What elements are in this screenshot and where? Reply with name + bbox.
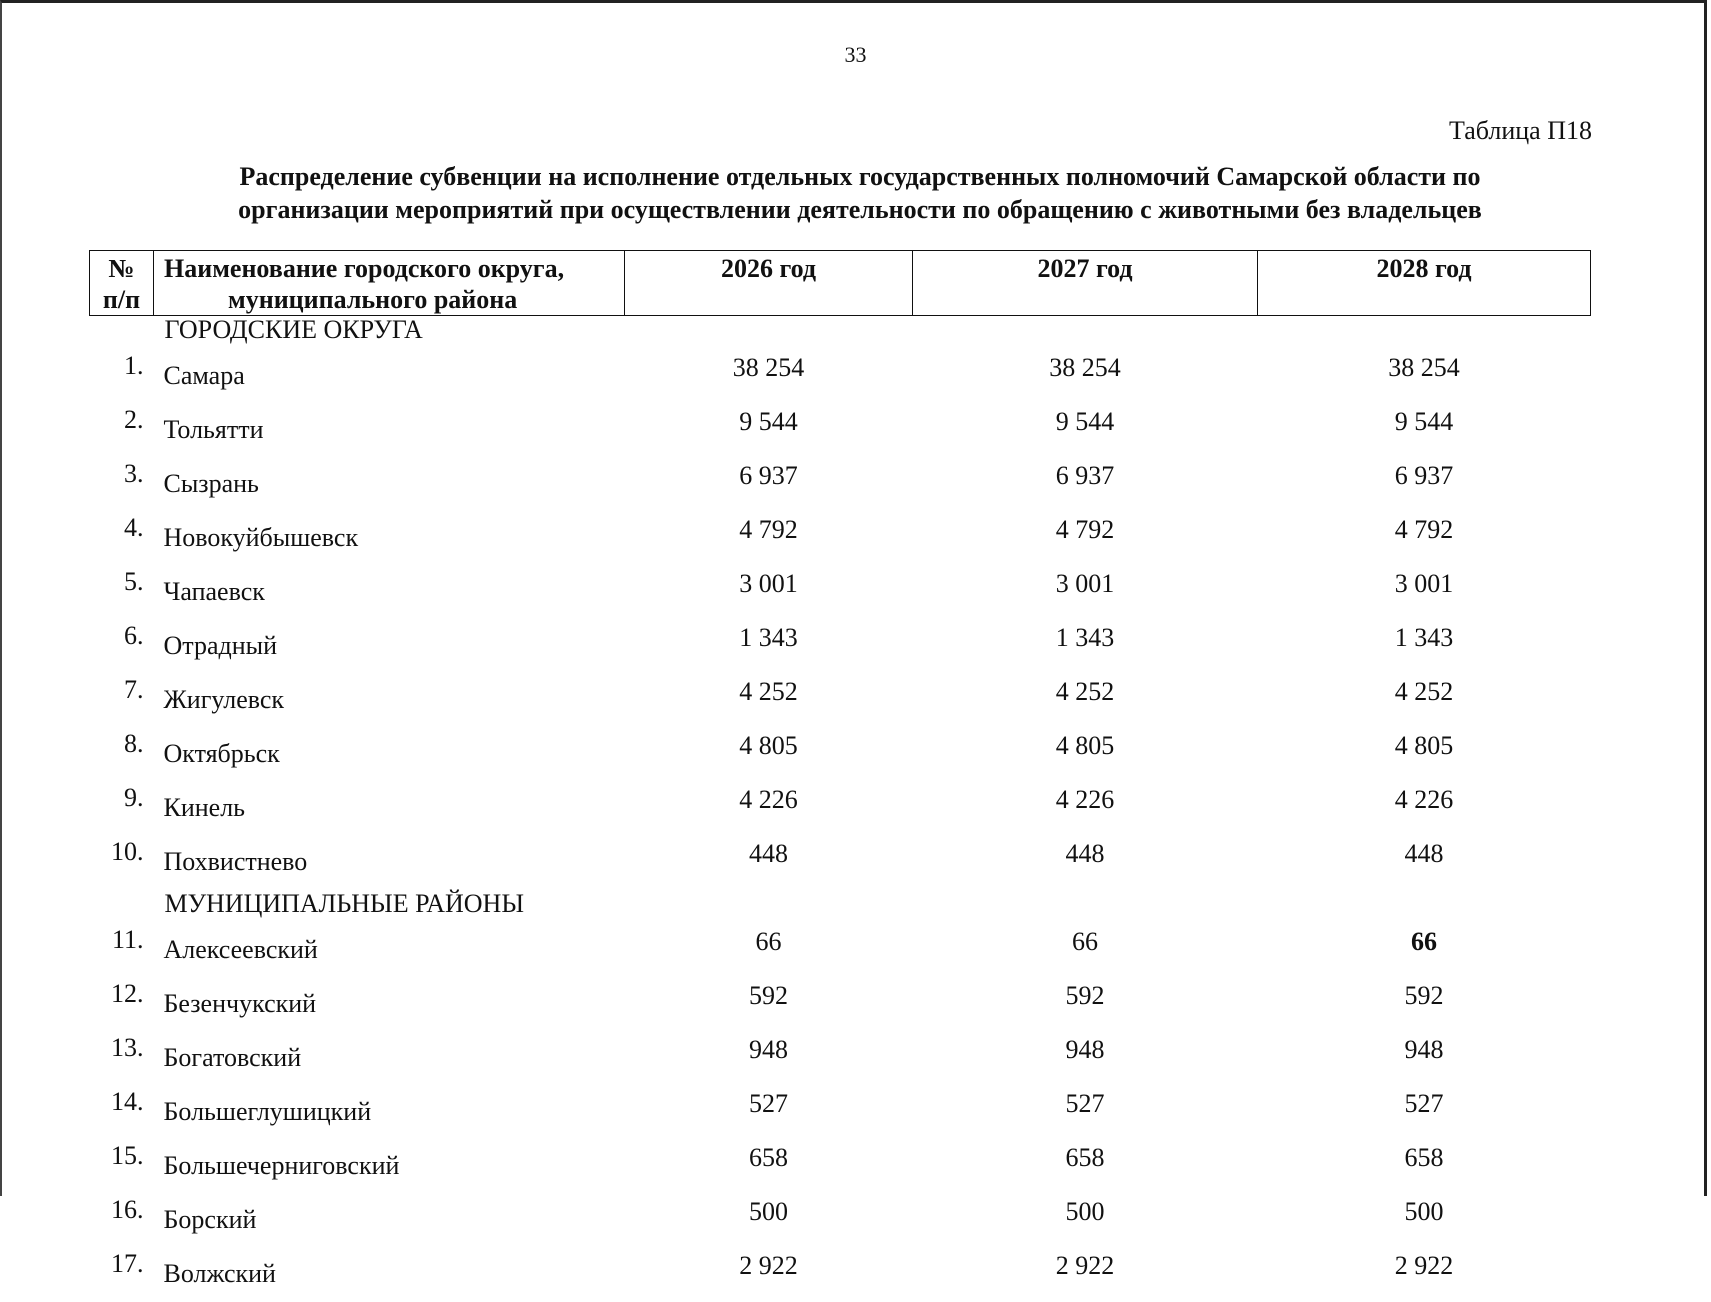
table-body <box>90 316 1591 1302</box>
row-number: 15. <box>90 1140 154 1194</box>
header-year-2028: 2028 год <box>1258 251 1591 316</box>
value-2028: 4 792 <box>1258 512 1591 566</box>
value-2027: 4 226 <box>913 782 1258 836</box>
value-2026: 592 <box>625 978 913 1032</box>
row-name: Самара <box>154 350 625 404</box>
page-number: 33 <box>0 42 1711 68</box>
row-number: 10. <box>90 836 154 890</box>
header-name <box>154 251 625 316</box>
row-name: Октябрьск <box>154 728 625 782</box>
value-2026: 500 <box>625 1194 913 1248</box>
row-number: 5. <box>90 566 154 620</box>
value-2027: 658 <box>913 1140 1258 1194</box>
header-name-line-2: муниципального района <box>164 284 618 315</box>
table-row <box>90 782 1591 836</box>
value-2027: 4 792 <box>913 512 1258 566</box>
value-2026: 9 544 <box>625 404 913 458</box>
table-row <box>90 620 1591 674</box>
value-2026: 527 <box>625 1086 913 1140</box>
value-2028: 592 <box>1258 978 1591 1032</box>
row-name: Жигулевск <box>154 674 625 728</box>
value-2027: 2 922 <box>913 1248 1258 1302</box>
value-2026: 66 <box>625 924 913 978</box>
table-row <box>90 566 1591 620</box>
header-number-line-2: п/п <box>96 284 147 315</box>
value-2026: 1 343 <box>625 620 913 674</box>
value-2027: 66 <box>913 924 1258 978</box>
row-number: 13. <box>90 1032 154 1086</box>
row-name: Чапаевск <box>154 566 625 620</box>
table-row <box>90 1032 1591 1086</box>
row-number: 3. <box>90 458 154 512</box>
value-2027: 592 <box>913 978 1258 1032</box>
table-row <box>90 1140 1591 1194</box>
section-header-row <box>90 316 1591 351</box>
row-number: 2. <box>90 404 154 458</box>
value-2027: 38 254 <box>913 350 1258 404</box>
value-2026: 4 226 <box>625 782 913 836</box>
value-2027: 9 544 <box>913 404 1258 458</box>
row-number: 12. <box>90 978 154 1032</box>
value-2026: 6 937 <box>625 458 913 512</box>
value-2027: 6 937 <box>913 458 1258 512</box>
value-2028: 527 <box>1258 1086 1591 1140</box>
row-name: Отрадный <box>154 620 625 674</box>
table-row <box>90 404 1591 458</box>
table-row <box>90 512 1591 566</box>
value-2027: 948 <box>913 1032 1258 1086</box>
row-name: Сызрань <box>154 458 625 512</box>
row-number: 6. <box>90 620 154 674</box>
row-name: Тольятти <box>154 404 625 458</box>
row-number: 1. <box>90 350 154 404</box>
value-2028: 38 254 <box>1258 350 1591 404</box>
value-2027: 1 343 <box>913 620 1258 674</box>
table-row <box>90 836 1591 890</box>
section-label: ГОРОДСКИЕ ОКРУГА <box>90 316 1591 351</box>
table-row <box>90 458 1591 512</box>
value-2028: 3 001 <box>1258 566 1591 620</box>
value-2027: 448 <box>913 836 1258 890</box>
value-2027: 4 252 <box>913 674 1258 728</box>
value-2028: 9 544 <box>1258 404 1591 458</box>
value-2026: 2 922 <box>625 1248 913 1302</box>
table-row <box>90 924 1591 978</box>
table-row <box>90 674 1591 728</box>
value-2028: 2 922 <box>1258 1248 1591 1302</box>
value-2027: 3 001 <box>913 566 1258 620</box>
row-number: 14. <box>90 1086 154 1140</box>
header-year-2026: 2026 год <box>625 251 913 316</box>
section-label: МУНИЦИПАЛЬНЫЕ РАЙОНЫ <box>90 890 1591 924</box>
table-row <box>90 1248 1591 1302</box>
row-name: Алексеевский <box>154 924 625 978</box>
row-name: Похвистнево <box>154 836 625 890</box>
value-2027: 527 <box>913 1086 1258 1140</box>
row-name: Большеглушицкий <box>154 1086 625 1140</box>
value-2026: 4 252 <box>625 674 913 728</box>
header-number <box>90 251 154 316</box>
row-name: Новокуйбышевск <box>154 512 625 566</box>
value-2028: 6 937 <box>1258 458 1591 512</box>
table-row <box>90 1194 1591 1248</box>
header-name-line-1: Наименование городского округа, <box>164 253 618 284</box>
table-row <box>90 1086 1591 1140</box>
value-2028: 4 226 <box>1258 782 1591 836</box>
value-2027: 4 805 <box>913 728 1258 782</box>
value-2026: 4 792 <box>625 512 913 566</box>
header-year-2027: 2027 год <box>913 251 1258 316</box>
row-number: 4. <box>90 512 154 566</box>
value-2028: 4 805 <box>1258 728 1591 782</box>
value-2028: 4 252 <box>1258 674 1591 728</box>
row-name: Большечерниговский <box>154 1140 625 1194</box>
table-label: Таблица П18 <box>1449 116 1592 146</box>
value-2026: 658 <box>625 1140 913 1194</box>
document-title <box>120 160 1600 226</box>
row-number: 11. <box>90 924 154 978</box>
row-name: Безенчукский <box>154 978 625 1032</box>
row-number: 7. <box>90 674 154 728</box>
row-number: 16. <box>90 1194 154 1248</box>
row-name: Волжский <box>154 1248 625 1302</box>
row-name: Кинель <box>154 782 625 836</box>
value-2026: 448 <box>625 836 913 890</box>
row-number: 8. <box>90 728 154 782</box>
table-row <box>90 728 1591 782</box>
table-header-row <box>90 251 1591 316</box>
value-2028: 66 <box>1258 924 1591 978</box>
section-header-row <box>90 890 1591 924</box>
value-2026: 3 001 <box>625 566 913 620</box>
value-2028: 658 <box>1258 1140 1591 1194</box>
value-2028: 448 <box>1258 836 1591 890</box>
subvention-table <box>89 250 1591 1302</box>
value-2026: 948 <box>625 1032 913 1086</box>
table-row <box>90 350 1591 404</box>
title-line-2: организации мероприятий при осуществлении деятельности по обращению с животными без владельцев <box>120 193 1600 226</box>
value-2028: 500 <box>1258 1194 1591 1248</box>
table-row <box>90 978 1591 1032</box>
value-2026: 38 254 <box>625 350 913 404</box>
value-2028: 948 <box>1258 1032 1591 1086</box>
row-number: 9. <box>90 782 154 836</box>
value-2028: 1 343 <box>1258 620 1591 674</box>
header-number-line-1: № <box>96 253 147 284</box>
row-name: Богатовский <box>154 1032 625 1086</box>
row-number: 17. <box>90 1248 154 1302</box>
row-name: Борский <box>154 1194 625 1248</box>
value-2026: 4 805 <box>625 728 913 782</box>
title-line-1: Распределение субвенции на исполнение отдельных государственных полномочий Самарской области по <box>120 160 1600 193</box>
value-2027: 500 <box>913 1194 1258 1248</box>
